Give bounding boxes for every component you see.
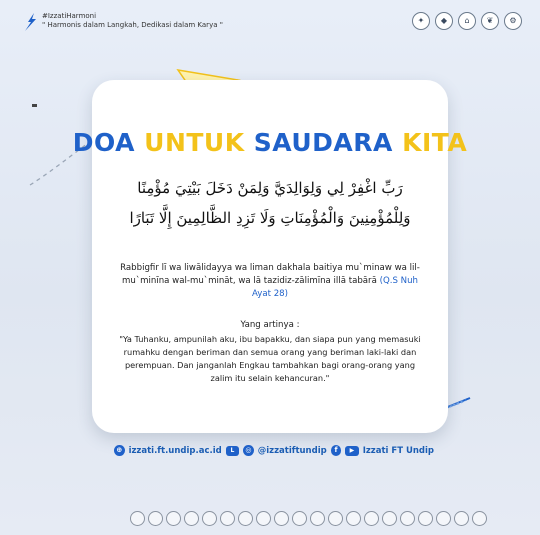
- page-title: DOA UNTUK SAUDARA KITA: [72, 128, 468, 157]
- logo-13-icon: [346, 511, 361, 526]
- instagram-handle[interactable]: @izzatiftundip: [257, 445, 327, 456]
- organization-logo-icon: ◆: [435, 12, 453, 30]
- logo-1-icon: [130, 511, 145, 526]
- instagram-icon: ◎: [243, 445, 254, 456]
- meaning-heading: Yang artinya :: [240, 320, 300, 330]
- logo-3-icon: [166, 511, 181, 526]
- facebook-icon: f: [331, 445, 342, 456]
- bottom-logos: [130, 511, 487, 526]
- logo-11-icon: [310, 511, 325, 526]
- logo-8-icon: [256, 511, 271, 526]
- logo-17-icon: [418, 511, 433, 526]
- logo-12-icon: [328, 511, 343, 526]
- hashtag: #IzzatiHarmoni: [42, 12, 97, 20]
- transliteration: Rabbigfir lī wa liwālidayya wa liman dakhala baitiya mu`minaw wa lil-mu`minīna wal-mu`mināt, wa lā tazidiz-zālimīna illā tabārā (Q.S Nuh Ayat 28): [120, 263, 420, 299]
- logo-9-icon: [274, 511, 289, 526]
- globe-icon: ⊕: [114, 445, 125, 456]
- leaf-logo-icon: ❦: [481, 12, 499, 30]
- tagline: " Harmonis dalam Langkah, Dedikasi dalam Karya ": [42, 21, 223, 29]
- quran-reference: (Q.S Nuh Ayat 28): [251, 276, 418, 299]
- line-icon: L: [226, 446, 239, 456]
- logo-18-icon: [436, 511, 451, 526]
- logo-19-icon: [454, 511, 469, 526]
- university-seal-icon: ✦: [412, 12, 430, 30]
- arabic-prayer-text: رَبِّ اغْفِرْ لِي وَلِوَالِدَيَّ وَلِمَنْ دَخَلَ بَيْتِيَ مُؤْمِنًا وَلِلْمُؤْمِنِينَ وَالْمُؤْمِنَاتِ وَلَا تَزِدِ الظَّالِمِينَ إِلَّا تَبَارًا: [129, 179, 411, 227]
- small-dash-mark: [32, 104, 37, 107]
- social-footer: [114, 445, 434, 456]
- gear-logo-icon: ⚙: [504, 12, 522, 30]
- meaning-text: "Ya Tuhanku, ampunilah aku, ibu bapakku, dan siapa pun yang memasuki rumahku dengan beriman dan semua orang yang beriman laki-laki dan perempuan. Dan janganlah Engkau tambahkan bagi orang-orang yang zalim itu selain kehancuran.": [119, 334, 421, 383]
- logo-20-icon: [472, 511, 487, 526]
- logo-7-icon: [238, 511, 253, 526]
- logo-15-icon: [382, 511, 397, 526]
- logo-16-icon: [400, 511, 415, 526]
- logo-14-icon: [364, 511, 379, 526]
- youtube-icon: ▶: [345, 446, 358, 456]
- website-link[interactable]: izzati.ft.undip.ac.id: [128, 445, 222, 456]
- logo-4-icon: [184, 511, 199, 526]
- logo-2-icon: [148, 511, 163, 526]
- mosque-logo-icon: ⌂: [458, 12, 476, 30]
- logo-10-icon: [292, 511, 307, 526]
- logo-6-icon: [220, 511, 235, 526]
- youtube-channel[interactable]: Izzati FT Undip: [362, 445, 435, 456]
- logo-5-icon: [202, 511, 217, 526]
